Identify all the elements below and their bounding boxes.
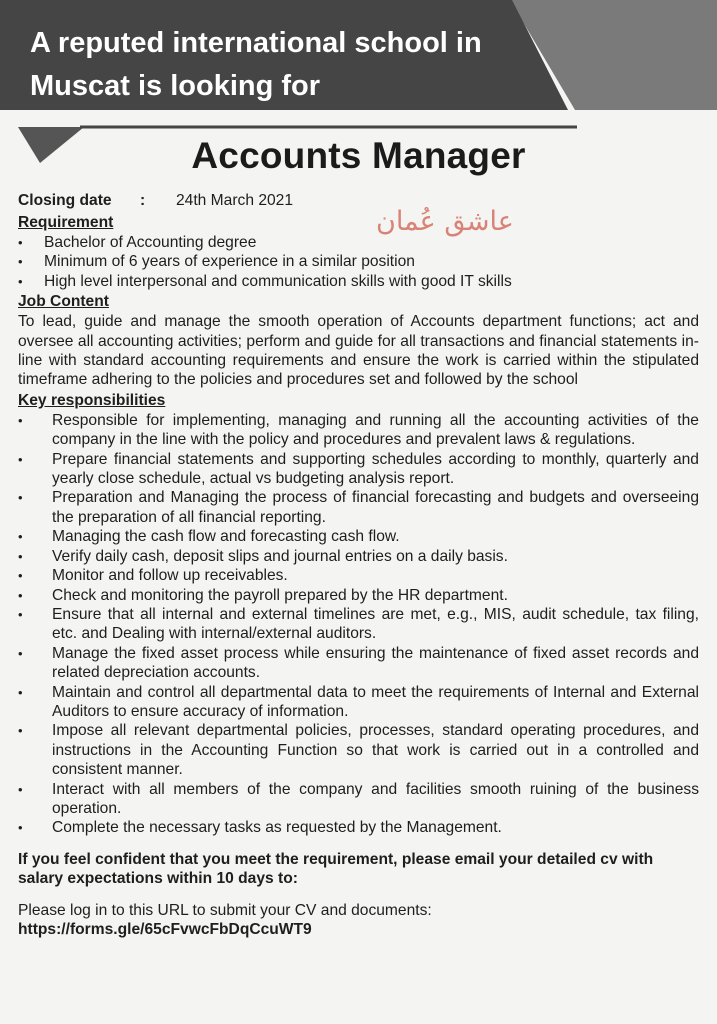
list-item: • High level interpersonal and communication skills with good IT skills [18,272,699,291]
job-title [0,135,717,177]
list-item: • Minimum of 6 years of experience in a similar position [18,252,699,271]
requirement-list [18,233,699,291]
list-item: • Check and monitoring the payroll prepared by the HR department. [18,586,699,605]
list-item: • Bachelor of Accounting degree [18,233,699,252]
requirement-heading: Requirement [18,214,114,231]
list-item: • Interact with all members of the company and facilities smooth ruining of the business operation. [18,780,699,819]
closing-date-label: Closing date [18,192,112,209]
url-note: Please log in to this URL to submit your CV and documents: [18,901,432,919]
list-item: • Manage the fixed asset process while ensuring the maintenance of fixed asset records and related depreciation accounts. [18,644,699,683]
responsibilities-list [18,411,699,838]
list-item: • Preparation and Managing the process of financial forecasting and budgets and overseeing the preparation of all financial reporting. [18,488,699,527]
responsibilities-heading: Key responsibilities [18,391,166,409]
job-title-text: Accounts Manager [191,135,526,176]
ad-body [18,190,699,939]
list-item: • Impose all relevant departmental policies, processes, standard operating procedures, and instructions in the Accounting Function so that work is carried out in a controlled and consistent manner. [18,721,699,779]
application-url[interactable]: https://forms.gle/65cFvwcFbDqCcuWT9 [18,921,312,938]
closing-date-value: 24th March 2021 [176,192,294,209]
banner-title: A reputed international school in Muscat is looking for [30,27,482,102]
job-content-text: To lead, guide and manage the smooth operation of Accounts department functions; act and oversee all accounting activities; perform and guide for all transactions and financial statements in-line with standard accounting requirements and ensure the work is carried within the stipulated timeframe adhering to the policies and procedures set and followed by the school [18,313,699,389]
list-item: • Verify daily cash, deposit slips and journal entries on a daily basis. [18,547,699,566]
job-content-heading: Job Content [18,293,109,311]
list-item: • Responsible for implementing, managing and running all the accounting activities of the company in the line with the policy and procedures and prevalent laws & regulations. [18,411,699,450]
list-item: • Managing the cash flow and forecasting cash flow. [18,527,699,546]
list-item: • Prepare financial statements and supporting schedules according to monthly, quarterly and yearly close schedule, actual vs budgeting analysis report. [18,450,699,489]
closing-date-separator: : [140,192,146,209]
closing-date-row [18,190,699,212]
list-item: • Maintain and control all departmental data to meet the requirements of Internal and External Auditors to ensure accuracy of information. [18,683,699,722]
watermark-text: عاشق عُمان [376,206,514,237]
apply-instructions: If you feel confident that you meet the requirement, please email your detailed cv with salary expectations within 10 days to: [18,850,654,888]
list-item: • Monitor and follow up receivables. [18,566,699,585]
list-item: • Complete the necessary tasks as requested by the Management. [18,818,699,837]
list-item: • Ensure that all internal and external timelines are met, e.g., MIS, audit schedule, tax filing, etc. and Dealing with internal/external auditors. [18,605,699,644]
